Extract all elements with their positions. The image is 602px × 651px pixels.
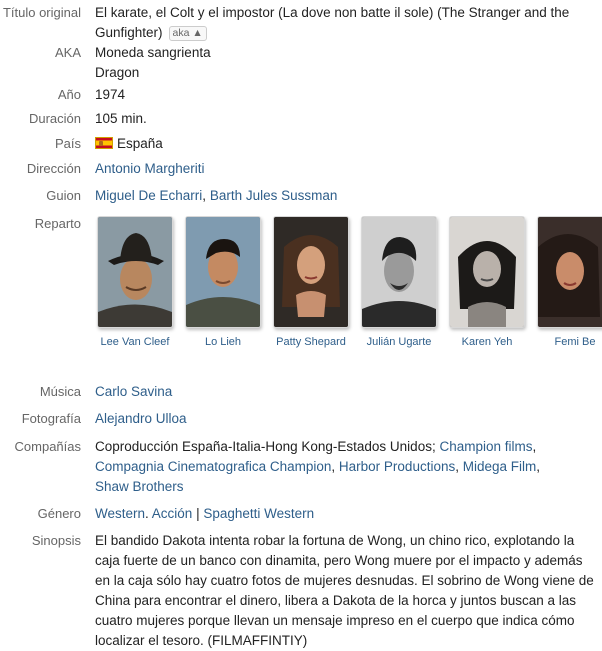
aka-value: Moneda sangrienta	[95, 45, 211, 60]
cast-member[interactable]	[537, 216, 602, 349]
genre-link[interactable]: Acción	[151, 506, 193, 521]
cast-member[interactable]	[273, 216, 349, 349]
company-link[interactable]: Midega Film	[462, 459, 537, 474]
genre-label: Género	[37, 506, 81, 521]
cast-label: Reparto	[34, 216, 81, 231]
photography-label: Fotografía	[21, 411, 81, 426]
country-name: España	[117, 136, 163, 151]
cast-photo[interactable]	[273, 216, 349, 328]
cast-member[interactable]	[97, 216, 173, 349]
aka-values	[95, 43, 595, 83]
portrait-image	[186, 217, 260, 327]
portrait-image	[450, 217, 524, 327]
caret-up-icon: ▲	[192, 27, 203, 39]
country-label: País	[54, 136, 81, 151]
cast-photo[interactable]	[537, 216, 602, 328]
cast-member[interactable]	[361, 216, 437, 349]
portrait-image	[98, 217, 172, 327]
synopsis-label: Sinopsis	[31, 533, 81, 548]
company-link[interactable]: Champion films	[439, 439, 533, 454]
genre-link[interactable]: Spaghetti Western	[203, 506, 315, 521]
genre-value: Western. Acción | Spaghetti Western	[95, 506, 315, 521]
cast-member[interactable]	[185, 216, 261, 349]
cast-name-link[interactable]: Lee Van Cleef	[100, 336, 170, 348]
duration-value: 105 min.	[95, 111, 147, 126]
cast-photo[interactable]	[97, 216, 173, 328]
cast-photo[interactable]	[449, 216, 525, 328]
spain-flag-icon	[95, 137, 113, 149]
companies-label: Compañías	[14, 439, 81, 454]
aka-toggle-button[interactable]: aka ▲	[169, 26, 207, 41]
companies-value: Coproducción España-Italia-Hong Kong-Estados Unidos; Champion films, Compagnia Cinematografica Champion, Harbor Productions, Midega Film, Shaw Brothers	[95, 439, 541, 494]
original-title-value	[95, 3, 595, 43]
country-value	[95, 134, 595, 154]
cast-name-link[interactable]: Julián Ugarte	[366, 336, 432, 348]
duration-label: Duración	[28, 111, 81, 126]
aka-value: Dragon	[95, 65, 140, 80]
synopsis-text: El bandido Dakota intenta robar la fortuna de Wong, un chino rico, explotando la caja fuerte de un banco con dinamita, pero Wong muere por el impacto y además en la caja sólo hay cuatro fotos de mujeres desnudas. El sobrino de Wong viene de China para encontrar el dinero, libera a Dakota de la horca y juntos buscan a las cuatro mujeres porque llevan un mensaje impreso en el cuerpo que indica cómo localizar el tesoro. (FILMAFFINTIY)	[95, 533, 594, 648]
portrait-image	[362, 217, 436, 327]
cast-name-link[interactable]: Femi Be	[554, 336, 596, 348]
cast-carousel	[95, 216, 602, 356]
year-label: Año	[57, 87, 81, 102]
company-link[interactable]: Compagnia Cinematografica Champion	[95, 459, 332, 474]
cast-name-link[interactable]: Lo Lieh	[204, 336, 242, 348]
original-title-label: Título original	[2, 5, 81, 20]
company-link[interactable]: Shaw Brothers	[95, 479, 184, 494]
year-value: 1974	[95, 87, 126, 102]
cinematographer-link[interactable]: Alejandro Ulloa	[95, 411, 187, 426]
music-label: Música	[39, 384, 81, 399]
cast-photo[interactable]	[185, 216, 261, 328]
cast-member[interactable]	[449, 216, 525, 349]
original-title-text: El karate, el Colt y el impostor (La dove non batte il sole) (The Stranger and the Gunfighter)	[95, 5, 570, 40]
genre-link[interactable]: Western	[95, 506, 146, 521]
director-link[interactable]: Antonio Margheriti	[95, 161, 205, 176]
direction-label: Dirección	[26, 161, 81, 176]
screenwriter-link[interactable]: Barth Jules Sussman	[209, 188, 338, 203]
cast-name-link[interactable]: Patty Shepard	[276, 336, 346, 348]
portrait-image	[274, 217, 348, 327]
companies-prefix: Coproducción España-Italia-Hong Kong-Estados Unidos;	[95, 439, 436, 454]
cast-name-link[interactable]: Karen Yeh	[461, 336, 513, 348]
screenplay-label: Guion	[46, 188, 81, 203]
portrait-image	[538, 217, 602, 327]
company-link[interactable]: Harbor Productions	[338, 459, 456, 474]
cast-photo[interactable]	[361, 216, 437, 328]
screenwriter-link[interactable]: Miguel De Echarri	[95, 188, 203, 203]
composer-link[interactable]: Carlo Savina	[95, 384, 173, 399]
aka-label: AKA	[54, 45, 81, 60]
